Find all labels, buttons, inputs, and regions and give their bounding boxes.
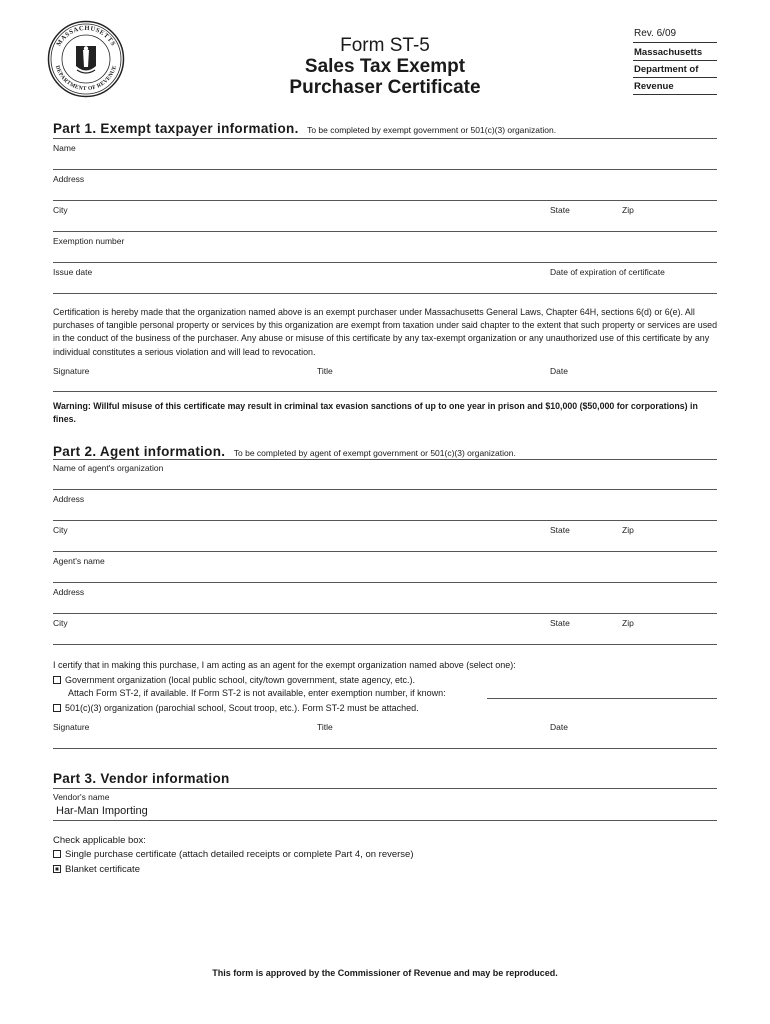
- warning-text: Warning: Willful misuse of this certificate may result in criminal tax evasion sanctions of up to one year in prison and $10,000 ($50,000 for corporations) in fines.: [53, 401, 698, 424]
- date-label: Date: [550, 366, 568, 376]
- divider: [53, 262, 717, 263]
- state-seal: [47, 20, 125, 98]
- agency-line1: Massachusetts: [634, 47, 703, 58]
- agent-org-zip-label: Zip: [622, 525, 634, 535]
- issue-date-label: Issue date: [53, 267, 93, 277]
- agency-rule-2: [633, 60, 717, 61]
- 501c3-option-label: 501(c)(3) organization (parochial school, Scout troop, etc.). Form ST-2 must be attached.: [65, 703, 419, 713]
- 501c3-checkbox[interactable]: [53, 704, 61, 712]
- agent-org-city-label: City: [53, 525, 68, 535]
- divider: [53, 788, 717, 789]
- divider: [53, 138, 717, 139]
- agent-org-address-label: Address: [53, 494, 85, 504]
- svg-text:DEPARTMENT OF REVENUE: DEPARTMENT OF REVENUE: [53, 64, 119, 93]
- agent-zip-label: Zip: [622, 618, 634, 628]
- signature-label: Signature: [53, 366, 90, 376]
- revision: Rev. 6/09: [634, 28, 677, 39]
- agent-date-label: Date: [550, 722, 568, 732]
- svg-text:MASSACHUSETTS: MASSACHUSETTS: [55, 24, 117, 48]
- agent-org-state-field[interactable]: [550, 536, 615, 551]
- part2-subtitle: To be completed by agent of exempt government or 501(c)(3) organization.: [233, 448, 516, 458]
- agent-org-label: Name of agent's organization: [53, 463, 164, 473]
- agency-rule-4: [633, 94, 717, 95]
- option-government: [53, 675, 415, 685]
- check-applicable-label: Check applicable box:: [53, 835, 146, 846]
- government-option-sub: Attach Form ST-2, if available. If Form ST-2 is not available, enter exemption number, if known:: [68, 688, 446, 698]
- divider: [53, 748, 717, 749]
- expiration-label: Date of expiration of certificate: [550, 267, 665, 277]
- name-field[interactable]: [53, 154, 717, 169]
- option-blanket: [53, 864, 140, 875]
- agent-address-field[interactable]: [53, 598, 717, 613]
- zip-field[interactable]: [622, 216, 717, 231]
- agent-name-label: Agent's name: [53, 556, 105, 566]
- zip-label: Zip: [622, 205, 634, 215]
- divider: [53, 613, 717, 614]
- issue-date-field[interactable]: [53, 278, 543, 293]
- address-label: Address: [53, 174, 85, 184]
- part1-title: Part 1. Exempt taxpayer information.: [53, 121, 299, 136]
- agent-city-label: City: [53, 618, 68, 628]
- agency-line2: Department of: [634, 64, 699, 75]
- agent-signature-field[interactable]: [53, 733, 308, 748]
- agent-signature-label: Signature: [53, 722, 90, 732]
- part3-title: Part 3. Vendor information: [53, 771, 230, 786]
- state-field[interactable]: [550, 216, 615, 231]
- agency-line3: Revenue: [634, 81, 674, 92]
- divider: [53, 459, 717, 460]
- government-checkbox[interactable]: [53, 676, 61, 684]
- vendor-name-input[interactable]: Har-Man Importing: [56, 805, 148, 817]
- divider: [53, 391, 717, 392]
- agent-title-field[interactable]: [317, 733, 542, 748]
- option-single-purchase: [53, 849, 414, 860]
- agent-org-state-label: State: [550, 525, 570, 535]
- agent-org-city-field[interactable]: [53, 536, 543, 551]
- divider: [53, 489, 717, 490]
- name-label: Name: [53, 143, 76, 153]
- footer-note: This form is approved by the Commissioner of Revenue and may be reproduced.: [212, 968, 558, 978]
- agency-rule-3: [633, 77, 717, 78]
- city-field[interactable]: [53, 216, 543, 231]
- state-label: State: [550, 205, 570, 215]
- agent-zip-field[interactable]: [622, 629, 717, 644]
- vendor-name-label: Vendor's name: [53, 792, 110, 802]
- agent-state-field[interactable]: [550, 629, 615, 644]
- divider: [53, 231, 717, 232]
- agent-address-label: Address: [53, 587, 85, 597]
- address-field[interactable]: [53, 185, 717, 200]
- agent-org-zip-field[interactable]: [622, 536, 717, 551]
- city-label: City: [53, 205, 68, 215]
- part1-header: [53, 120, 556, 138]
- single-purchase-label: Single purchase certificate (attach detailed receipts or complete Part 4, on reverse): [65, 849, 414, 860]
- agent-org-address-field[interactable]: [53, 505, 717, 520]
- title-label: Title: [317, 366, 333, 376]
- title-field[interactable]: [317, 376, 542, 391]
- divider: [53, 200, 717, 201]
- exemption-field[interactable]: [53, 247, 717, 262]
- divider: [53, 293, 717, 294]
- divider: [53, 582, 717, 583]
- divider: [53, 644, 717, 645]
- agent-date-field[interactable]: [550, 733, 717, 748]
- agent-city-field[interactable]: [53, 629, 543, 644]
- agent-exemption-number-field[interactable]: [487, 684, 717, 698]
- form-title-line2: Purchaser Certificate: [289, 77, 481, 98]
- divider: [53, 820, 717, 821]
- signature-field[interactable]: [53, 376, 308, 391]
- agent-certify-text: I certify that in making this purchase, I am acting as an agent for the exempt organization named above (select one):: [53, 660, 516, 670]
- expiration-field[interactable]: [550, 278, 717, 293]
- divider: [53, 551, 717, 552]
- certification-text: Certification is hereby made that the organization named above is an exempt purchaser under Massachusetts General Laws, Chapter 64H, sections 6(d) or 6(e). All purchases of tangible personal property or services by this organization are exempt from taxation under said chapter to the extent that such property or services are used in the conduct of the business of the purchaser. Any abuse or misuse of this certificate by any tax-exempt organization or any unauthorized use of this certificate by any individual constitutes a serious violation and will lead to revocation.: [53, 307, 718, 357]
- exemption-label: Exemption number: [53, 236, 125, 246]
- agent-name-field[interactable]: [53, 567, 717, 582]
- agent-state-label: State: [550, 618, 570, 628]
- part1-subtitle: To be completed by exempt government or 501(c)(3) organization.: [307, 125, 557, 135]
- blanket-label: Blanket certificate: [65, 864, 140, 875]
- agent-title-label: Title: [317, 722, 333, 732]
- divider: [53, 169, 717, 170]
- date-field[interactable]: [550, 376, 717, 391]
- divider: [53, 520, 717, 521]
- form-number: Form ST-5: [340, 35, 430, 56]
- option-501c3: [53, 703, 419, 713]
- part2-title: Part 2. Agent information.: [53, 444, 226, 459]
- form-title-line1: Sales Tax Exempt: [304, 56, 466, 77]
- exemption-number-line: [487, 698, 717, 699]
- agent-org-field[interactable]: [53, 474, 717, 489]
- blanket-checkbox[interactable]: [53, 865, 61, 873]
- single-purchase-checkbox[interactable]: [53, 850, 61, 858]
- seal-icon: [47, 20, 125, 98]
- agency-rule-1: [633, 42, 717, 43]
- government-option-label: Government organization (local public school, city/town government, state agency, etc.).: [65, 675, 416, 685]
